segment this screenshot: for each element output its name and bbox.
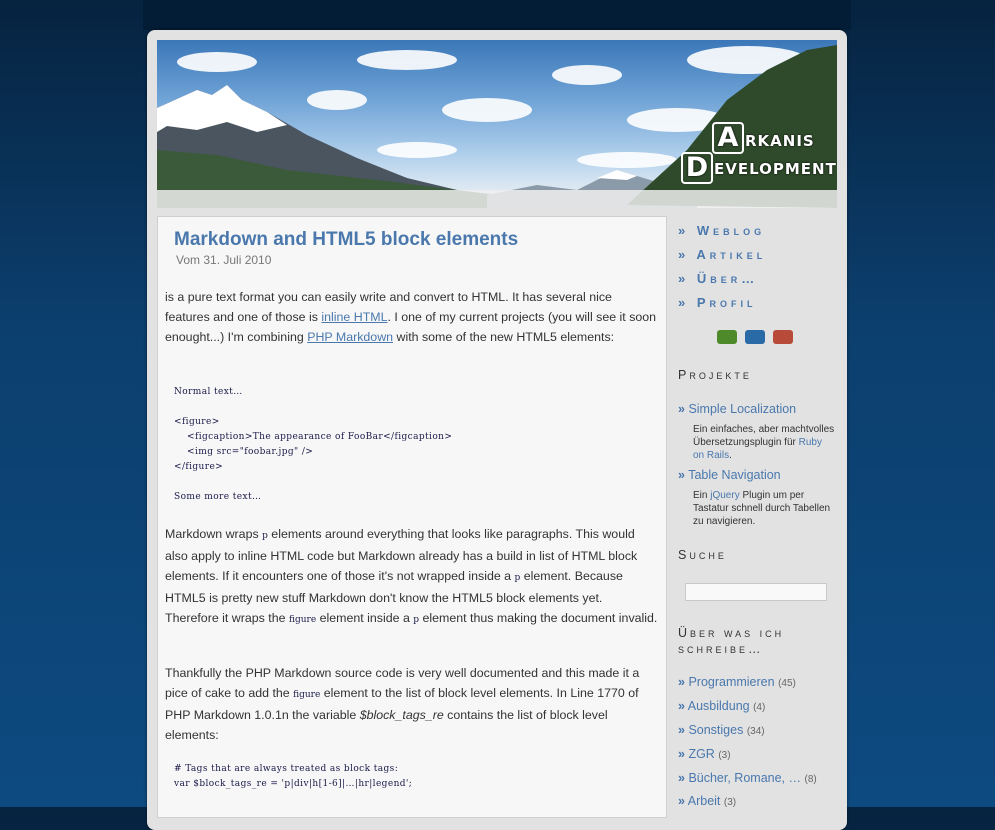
post-paragraph-2: Markdown wraps p elements around everything that looks like paragraphs. This would also apply to inline HTML code but Markdown already has a build in list of HTML block elements. If it encounters one of those it's not wrapped inside a p element. Because HTML5 is pretty new stuff Markdown don't know the HTML5 block elements yet. Therefore it wraps the figure element inside a p element thus making the document invalid. bbox=[165, 527, 658, 625]
post-date: Vom 31. Juli 2010 bbox=[176, 253, 272, 267]
logo-letter-d: D bbox=[681, 152, 713, 184]
project-table-navigation-link[interactable]: » Table Navigation bbox=[678, 468, 781, 482]
topics-heading: Über was ich schreibe… bbox=[678, 626, 785, 656]
search-input[interactable] bbox=[685, 583, 827, 601]
jquery-link[interactable]: jQuery bbox=[710, 490, 740, 501]
post-paragraph-1: is a pure text format you can easily write and convert to HTML. It has several nice features and one of those is inline HTML. I one of my current projects (you will see it soon enought...) I'm combining PHP Markdown with some of the new HTML5 elements: bbox=[165, 290, 657, 344]
theme-blue-button[interactable] bbox=[745, 330, 765, 344]
theme-green-button[interactable] bbox=[717, 330, 737, 344]
category-sonstiges[interactable]: » Sonstiges (34) bbox=[678, 723, 765, 737]
projects-heading: Projekte bbox=[678, 368, 752, 382]
category-ausbildung[interactable]: » Ausbildung (4) bbox=[678, 699, 766, 713]
nav-profil[interactable]: » Profil bbox=[678, 295, 757, 310]
ruby-on-rails-link[interactable]: Ruby on Rails bbox=[693, 437, 822, 461]
project-table-navigation-desc: Ein jQuery Plugin um per Tastatur schnell durch Tabellen zu navigieren. bbox=[693, 490, 831, 527]
top-bar bbox=[143, 0, 851, 30]
nav-weblog[interactable]: » Weblog bbox=[678, 223, 766, 238]
logo-word-development: EVELOPMENT bbox=[714, 160, 837, 178]
inline-html-link[interactable]: inline HTML bbox=[321, 310, 388, 324]
post-paragraph-3: Thankfully the PHP Markdown source code is very well documented and this made it a pice of cake to add the figure element to the list of block level elements. In Line 1770 of PHP Markdown 1.0.1n the variable $block_tags_re contains the list of block level elements: bbox=[165, 666, 640, 742]
search-heading: Suche bbox=[678, 548, 727, 562]
category-programmieren[interactable]: » Programmieren (45) bbox=[678, 675, 796, 689]
category-zgr[interactable]: » ZGR (3) bbox=[678, 747, 731, 761]
code-block-block-tags: # Tags that are always treated as block tags: var $block_tags_re = 'p|div|h[1-6]|…|hr|legend'; bbox=[174, 764, 413, 789]
project-simple-localization-link[interactable]: » Simple Localization bbox=[678, 402, 797, 416]
project-simple-localization-desc: Ein einfaches, aber machtvolles Übersetzungsplugin für Ruby on Rails. bbox=[693, 424, 835, 461]
main-content bbox=[157, 216, 667, 818]
category-buecher[interactable]: » Bücher, Romane, … (8) bbox=[678, 771, 817, 785]
nav-artikel[interactable]: » Artikel bbox=[678, 247, 767, 262]
logo-word-arkanis: RKANIS bbox=[745, 132, 815, 150]
sidebar bbox=[670, 216, 840, 816]
logo-letter-a: A bbox=[712, 122, 744, 154]
code-block-figure: Normal text… <figure> <figcaption>The appearance of FooBar</figcaption> <img src="foobar.jpg" /> </figure> Some more text… bbox=[174, 387, 453, 502]
post-title[interactable]: Markdown and HTML5 block elements bbox=[174, 229, 519, 250]
php-markdown-link[interactable]: PHP Markdown bbox=[307, 330, 394, 344]
category-arbeit[interactable]: » Arbeit (3) bbox=[678, 794, 737, 808]
theme-red-button[interactable] bbox=[773, 330, 793, 344]
nav-ueber[interactable]: » Über… bbox=[678, 271, 759, 286]
site-header-banner bbox=[157, 40, 837, 208]
